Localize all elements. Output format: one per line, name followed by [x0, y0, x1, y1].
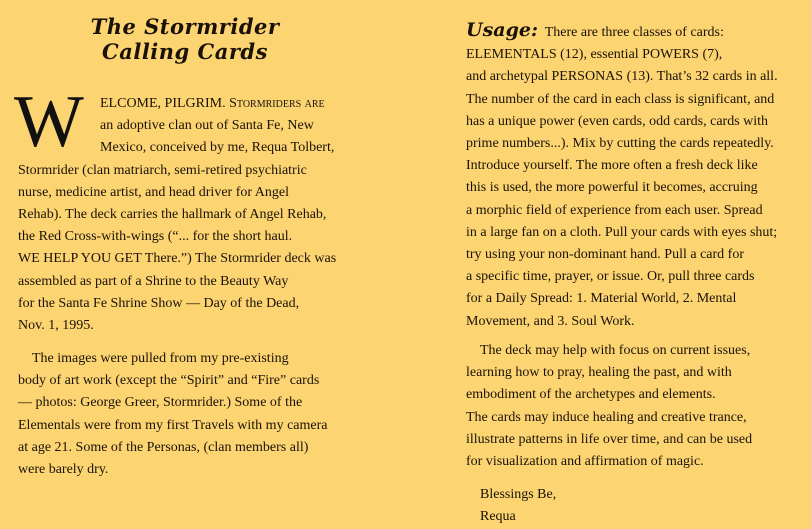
- text-line: Rehab). The deck carries the hallmark of Angel Rehab,: [18, 207, 327, 223]
- text-line: Mexico, conceived by me, Requa Tolbert,: [100, 140, 335, 156]
- usage-paragraph: [466, 19, 778, 333]
- images-paragraph: [18, 348, 327, 481]
- text-line: assembled as part of a Shrine to the Beauty Way: [18, 273, 289, 289]
- text-line: in a large fan on a cloth. Pull your cards with eyes shut;: [466, 224, 778, 240]
- drop-cap: W: [14, 81, 84, 163]
- text-line: try using your non-dominant hand. Pull a card for: [466, 247, 745, 263]
- usage-heading: Usage:: [466, 19, 538, 41]
- text-line: the Red Cross-with-wings (“... for the short haul.: [18, 229, 293, 245]
- text-line: Stormrider (clan matriarch, semi-retired psychiatric: [18, 162, 307, 178]
- text-line: learning how to pray, healing the past, and with: [466, 365, 732, 381]
- text-line: has a unique power (even cards, odd cards, cards with: [466, 113, 769, 129]
- text-line: — photos: George Greer, Stormrider.) Some of the: [18, 395, 303, 411]
- text-line: WE HELP YOU GET There.”) The Stormrider deck was: [18, 251, 337, 267]
- closing-line: Blessings Be,: [480, 487, 557, 502]
- text-line: for the Santa Fe Shrine Show — Day of the Dead,: [18, 295, 300, 311]
- title-line-2: Calling Cards: [102, 39, 268, 64]
- text-line: nurse, medicine artist, and head driver for Angel: [18, 184, 289, 200]
- text-line: a specific time, prayer, or issue. Or, pull three cards: [466, 269, 755, 285]
- text-line: ELCOME, PILGRIM. Stormriders are: [100, 96, 325, 111]
- usage-first-line: There are three classes of cards:: [544, 25, 724, 40]
- text-line: and archetypal PERSONAS (13). That’s 32 cards in all.: [466, 69, 778, 85]
- text-line: ELEMENTALS (12), essential POWERS (7),: [466, 47, 723, 63]
- text-line: illustrate patterns in life over time, and can be used: [466, 431, 753, 447]
- text-line: Nov. 1, 1995.: [18, 318, 94, 334]
- closing-signature: [480, 484, 556, 528]
- text-line: Introduce yourself. The more often a fresh deck like: [466, 158, 758, 174]
- text-line: at age 21. Some of the Personas, (clan members all): [18, 439, 309, 455]
- text-line: The images were pulled from my pre-existing: [32, 351, 289, 366]
- text-line: for a Daily Spread: 1. Material World, 2. Mental: [466, 291, 737, 307]
- text-line: body of art work (except the “Spirit” and “Fire” cards: [18, 373, 320, 389]
- text-line: The cards may induce healing and creative trance,: [466, 409, 747, 425]
- text-line: prime numbers...). Mix by cutting the cards repeatedly.: [466, 136, 774, 152]
- text-line: a morphic field of experience from each user. Spread: [466, 202, 763, 218]
- text-line: Movement, and 3. Soul Work.: [466, 313, 635, 329]
- intro-paragraph: [14, 81, 358, 337]
- title-line-1: The Stormrider: [90, 14, 280, 39]
- signature: Requa: [480, 509, 516, 525]
- text-line: The deck may help with focus on current issues,: [480, 343, 751, 358]
- text-line: this is used, the more powerful it becomes, accruing: [466, 180, 758, 196]
- left-column: [14, 0, 348, 478]
- text-line: were barely dry.: [18, 462, 109, 478]
- text-line: [466, 19, 778, 44]
- text-line: The number of the card in each class is significant, and: [466, 91, 775, 107]
- text-line: for visualization and affirmation of magic.: [466, 454, 704, 470]
- benefits-paragraph: [466, 340, 752, 473]
- text-line: embodiment of the archetypes and elements.: [466, 387, 716, 403]
- text-line: an adoptive clan out of Santa Fe, New: [100, 118, 314, 134]
- page-title: [18, 14, 348, 64]
- text-line: Elementals were from my first Travels with my camera: [18, 417, 328, 433]
